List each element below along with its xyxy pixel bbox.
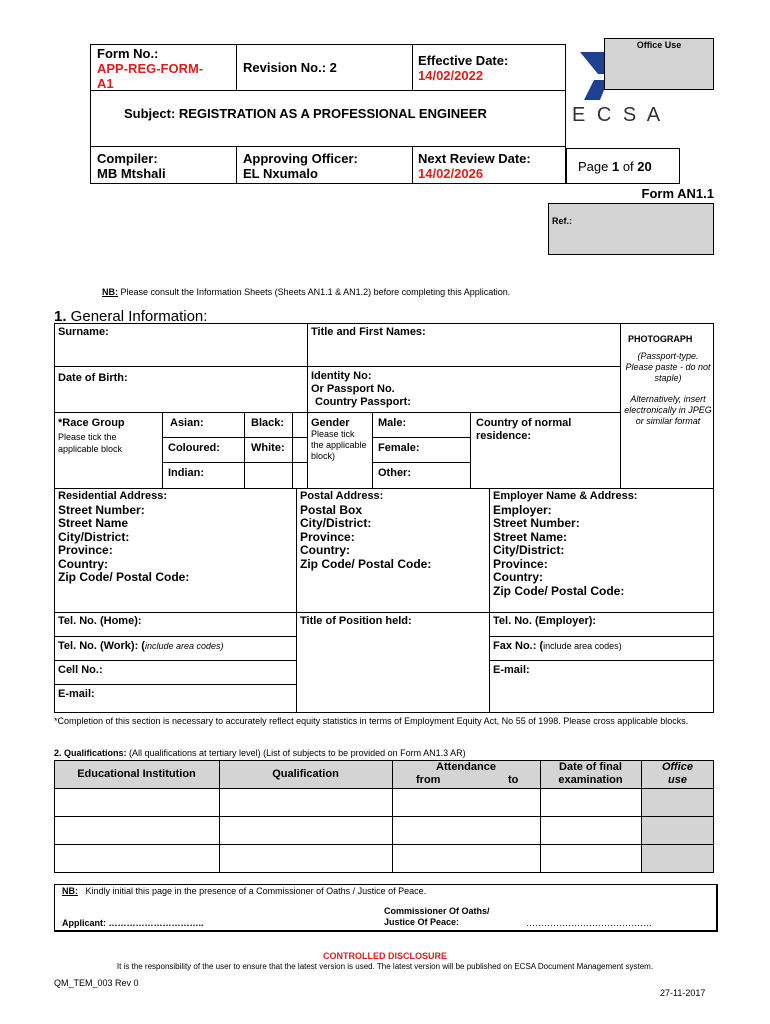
female-label: Female:: [378, 442, 420, 454]
indian-label: Indian:: [168, 467, 205, 479]
employer-address: Employer Name & Address: Employer: Street Number: Street Name: City/District: Province: Country: Zip Code/ Postal Code:: [493, 490, 638, 598]
photograph-title: PHOTOGRAPH: [628, 334, 693, 344]
asian-checkbox[interactable]: [293, 413, 306, 437]
white-label: White:: [251, 442, 285, 454]
controlled-disclosure: CONTROLLED DISCLOSURE: [322, 951, 447, 961]
commissioner-label: Commissioner Of Oaths/ Justice Of Peace:: [384, 906, 490, 927]
logo-text: E C S A: [572, 104, 664, 126]
fax-label: Fax No.: (include area codes): [493, 640, 622, 652]
email-label: E-mail:: [58, 688, 95, 700]
col-to: to: [508, 774, 519, 786]
surname-label: Surname:: [58, 326, 109, 338]
gender-label: Gender: [311, 417, 350, 429]
effective-date-label: Effective Date:: [418, 53, 509, 68]
col-office-use: Office use: [662, 761, 693, 786]
office-use-label: Office Use: [636, 40, 682, 50]
col-institution: Educational Institution: [77, 768, 196, 780]
section-2-title: 2. Qualifications: (All qualifications at tertiary level) (List of subjects to be provided on Form AN1.3 AR): [54, 748, 466, 758]
title-names-label: Title and First Names:: [311, 326, 426, 338]
effective-date-value: 14/02/2022: [418, 68, 484, 83]
approving-officer-value: EL Nxumalo: [243, 166, 318, 181]
equity-footnote: *Completion of this section is necessary to accurately reflect equity statistics in terms of Employment Equity Act, No 55 of 1998. Please cross applicable blocks.: [54, 716, 689, 726]
office-use-box[interactable]: [604, 38, 714, 90]
dob-label: Date of Birth:: [58, 372, 128, 384]
col-qualification: Qualification: [272, 768, 339, 780]
employer-email-label: E-mail:: [493, 664, 530, 676]
section-1-title: 1. General Information:: [54, 308, 208, 325]
coloured-label: Coloured:: [168, 442, 220, 454]
effective-date-field: [418, 53, 508, 83]
residential-address: Residential Address: Street Number: Street Name City/District: Province: Country: Zip Code/ Postal Code:: [58, 490, 190, 584]
responsibility-note: It is the responsibility of the user to ensure that the latest version is used. The latest version will be published on ECSA Document Management system.: [116, 962, 654, 971]
postal-address: Postal Address: Postal Box City/District: Province: Country: Zip Code/ Postal Code:: [300, 490, 432, 571]
col-from: from: [416, 774, 441, 786]
form-no-label: Form No.:: [97, 46, 159, 61]
black-label: Black:: [251, 417, 285, 429]
col-final-exam: Date of final examination: [558, 761, 623, 786]
next-review-label: Next Review Date:: [418, 151, 531, 166]
ref-label: Ref.:: [552, 216, 572, 226]
col-attendance: Attendance: [436, 761, 496, 773]
compiler-label: Compiler:: [97, 151, 158, 166]
commissioner-signature[interactable]: ……………………………………: [526, 918, 652, 928]
photo-instructions: (Passport-type. Please paste - do not staple) Alternatively, insert electronically in JPEG or similar format: [624, 351, 712, 426]
form-code: Form AN1.1: [641, 186, 714, 201]
nb-note: NB: Please consult the Information Sheets (Sheets AN1.1 & AN1.2) before completing this Application.: [102, 287, 511, 297]
approving-officer-label: Approving Officer:: [243, 151, 358, 166]
other-label: Other:: [378, 467, 411, 479]
initial-note: NB: Kindly initial this page in the presence of a Commissioner of Oaths / Justice of Peace.: [62, 886, 427, 896]
template-date: 27-11-2017: [660, 988, 706, 998]
revision-no: Revision No.: 2: [243, 60, 337, 75]
applicant-signature[interactable]: Applicant: …………………………..: [62, 918, 204, 928]
page-number-box: [566, 148, 680, 184]
position-label: Title of Position held:: [300, 615, 412, 627]
race-hint: Please tick the applicable block: [58, 432, 123, 454]
next-review-value: 14/02/2026: [418, 166, 484, 181]
identity-field: Identity No: Or Passport No. Country Passport:: [311, 370, 411, 408]
subject-line: Subject: REGISTRATION AS A PROFESSIONAL ENGINEER: [124, 106, 487, 121]
tel-employer-label: Tel. No. (Employer):: [493, 615, 597, 627]
ref-box[interactable]: [548, 203, 714, 255]
asian-label: Asian:: [170, 417, 204, 429]
approving-officer-field: [243, 151, 358, 181]
tel-work-label: Tel. No. (Work): (include area codes): [58, 640, 224, 652]
race-group-label: *Race Group: [58, 417, 125, 429]
tel-home-label: Tel. No. (Home):: [58, 615, 142, 627]
next-review-field: [418, 151, 531, 181]
gender-hint: Please tick the applicable block): [311, 429, 367, 461]
coloured-checkbox[interactable]: [293, 438, 306, 462]
template-code: QM_TEM_003 Rev 0: [54, 978, 139, 988]
compiler-value: MB Mtshali: [97, 166, 166, 181]
male-label: Male:: [378, 417, 407, 429]
country-residence-label: Country of normal residence:: [476, 417, 572, 442]
form-no-value-cont: A1: [97, 76, 114, 91]
page-number: Page 1 of 20: [578, 159, 652, 174]
form-no-field: [97, 46, 203, 91]
cell-label: Cell No.:: [58, 664, 103, 676]
form-no-value: APP-REG-FORM-: [97, 61, 204, 76]
compiler-field: [97, 151, 166, 181]
